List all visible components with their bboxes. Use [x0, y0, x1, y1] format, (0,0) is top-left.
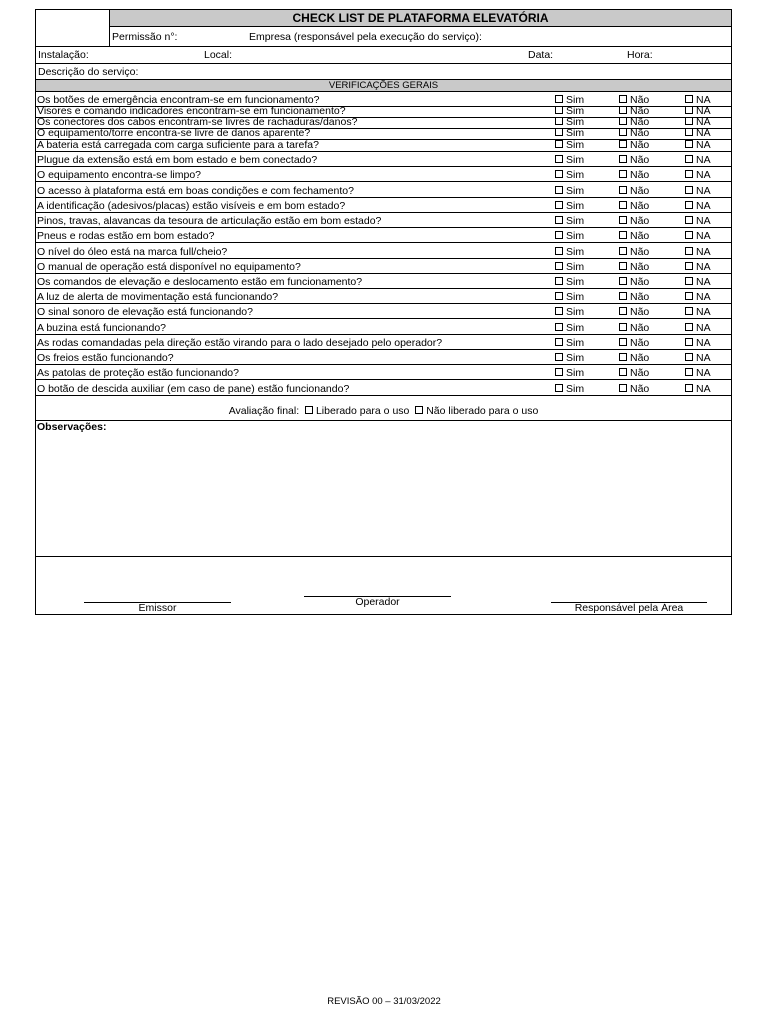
question-row	[36, 365, 731, 380]
checkbox[interactable]	[619, 323, 627, 331]
checkbox[interactable]	[619, 262, 627, 270]
option-na[interactable]	[685, 170, 711, 181]
question-row	[36, 213, 731, 228]
option-label: Não	[630, 215, 650, 227]
question-text: Pneus e rodas estão em bom estado?	[37, 230, 215, 242]
checkbox[interactable]	[685, 201, 693, 209]
descricao-label: Descrição do serviço:	[38, 66, 139, 78]
option-label: Não	[630, 139, 650, 151]
option-nao[interactable]	[619, 292, 649, 303]
option-na[interactable]	[685, 140, 711, 151]
option-nao[interactable]	[619, 262, 649, 273]
checkbox[interactable]	[619, 353, 627, 361]
option-sim[interactable]	[555, 170, 584, 181]
option-label: NA	[696, 246, 711, 258]
option-label: NA	[696, 230, 711, 242]
local-label: Local:	[204, 49, 233, 61]
checkbox[interactable]	[555, 117, 563, 125]
divider	[36, 420, 731, 421]
option-na[interactable]	[685, 277, 711, 288]
question-row	[36, 152, 731, 167]
option-label: Não	[630, 154, 650, 166]
checkbox[interactable]	[685, 117, 693, 125]
checkbox[interactable]	[555, 186, 563, 194]
checkbox[interactable]	[555, 106, 563, 114]
option-label: Sim	[566, 276, 585, 288]
option-sim[interactable]	[555, 231, 584, 242]
option-label: Não	[630, 200, 650, 212]
option-sim[interactable]	[555, 140, 584, 151]
option-label: NA	[696, 215, 711, 227]
question-row	[36, 140, 731, 152]
option-label: NA	[696, 139, 711, 151]
permissao-label: Permissão n°:	[112, 31, 178, 43]
question-text: As patolas de proteção estão funcionando?	[37, 367, 239, 379]
checkbox[interactable]	[555, 140, 563, 148]
option-label: NA	[696, 306, 711, 318]
divider	[36, 63, 731, 64]
question-text: O equipamento/torre encontra-se livre de danos aparente?	[37, 127, 311, 139]
question-row	[36, 335, 731, 350]
option-na[interactable]	[685, 247, 711, 258]
question-row	[36, 167, 731, 182]
option-na[interactable]	[685, 368, 711, 379]
checkbox[interactable]	[555, 323, 563, 331]
question-text: A luz de alerta de movimentação está funcionando?	[37, 291, 279, 303]
option-na[interactable]	[685, 186, 711, 197]
option-label: Sim	[566, 139, 585, 151]
option-label: NA	[696, 185, 711, 197]
checkbox[interactable]	[619, 155, 627, 163]
question-text: Visores e comando indicadores encontram-se em funcionamento?	[37, 105, 346, 117]
checkbox[interactable]	[685, 384, 693, 392]
option-label: Sim	[566, 230, 585, 242]
responsavel-label: Responsável pela Área	[574, 602, 684, 614]
option-label: Não	[630, 116, 650, 128]
option-label: Sim	[566, 306, 585, 318]
option-label: NA	[696, 352, 711, 364]
question-text: Os botões de emergência encontram-se em funcionamento?	[37, 94, 320, 106]
checkbox[interactable]	[619, 277, 627, 285]
question-text: Os comandos de elevação e deslocamento estão em funcionamento?	[37, 276, 363, 288]
divider	[36, 556, 731, 557]
option-label: NA	[696, 291, 711, 303]
checkbox[interactable]	[619, 216, 627, 224]
option-sim[interactable]	[555, 247, 584, 258]
evaluation-label: Avaliação final:	[228, 405, 300, 417]
checkbox[interactable]	[685, 247, 693, 255]
option-nao[interactable]	[619, 155, 649, 166]
checkbox[interactable]	[619, 140, 627, 148]
question-row	[36, 304, 731, 319]
question-row	[36, 319, 731, 335]
checkbox[interactable]	[685, 140, 693, 148]
option-sim[interactable]	[555, 353, 584, 364]
question-text: O manual de operação está disponível no equipamento?	[37, 261, 301, 273]
option-label: Não	[630, 246, 650, 258]
option-label: Não	[630, 337, 650, 349]
hora-label: Hora:	[627, 49, 653, 61]
checkbox[interactable]	[555, 216, 563, 224]
question-text: O botão de descida auxiliar (em caso de pane) estão funcionando?	[37, 383, 350, 395]
option-na[interactable]	[685, 323, 711, 334]
checkbox[interactable]	[685, 323, 693, 331]
option-label: Sim	[566, 352, 585, 364]
question-row	[36, 274, 731, 289]
option-nao[interactable]	[619, 307, 649, 318]
option-label: Não	[630, 276, 650, 288]
checkbox[interactable]	[619, 368, 627, 376]
checkbox[interactable]	[555, 368, 563, 376]
checkbox[interactable]	[685, 186, 693, 194]
question-text: O equipamento encontra-se limpo?	[37, 169, 202, 181]
option-label: Sim	[566, 116, 585, 128]
option-na[interactable]	[685, 307, 711, 318]
question-row	[36, 243, 731, 259]
evaluation-row	[36, 405, 731, 417]
option-nao[interactable]	[619, 323, 649, 334]
checkbox[interactable]	[555, 231, 563, 239]
option-label: Não	[630, 383, 650, 395]
checkbox[interactable]	[619, 95, 627, 103]
option-label: Não	[630, 306, 650, 318]
option-label: Sim	[566, 367, 585, 379]
question-row	[36, 289, 731, 304]
option-nao[interactable]	[619, 353, 649, 364]
option-label: Não	[630, 367, 650, 379]
option-label: Não	[630, 291, 650, 303]
checkbox[interactable]	[619, 231, 627, 239]
checkbox[interactable]	[619, 128, 627, 136]
checkbox[interactable]	[685, 95, 693, 103]
option-nao[interactable]	[619, 338, 649, 349]
option-nao[interactable]	[619, 216, 649, 227]
question-row	[36, 380, 731, 396]
empresa-label: Empresa (responsável pela execução do serviço):	[249, 31, 482, 43]
option-label: Sim	[566, 105, 585, 117]
option-na[interactable]	[685, 216, 711, 227]
checkbox[interactable]	[685, 368, 693, 376]
question-text: A identificação (adesivos/placas) estão visíveis e em bom estado?	[37, 200, 346, 212]
option-na[interactable]	[685, 384, 711, 395]
checkbox[interactable]	[685, 262, 693, 270]
option-label: NA	[696, 261, 711, 273]
option-sim[interactable]	[555, 262, 584, 273]
checkbox[interactable]	[685, 338, 693, 346]
checklist-form	[35, 9, 732, 615]
question-text: Plugue da extensão está em bom estado e bem conectado?	[37, 154, 318, 166]
option-label: Sim	[566, 94, 585, 106]
question-row	[36, 350, 731, 365]
option-sim[interactable]	[555, 368, 584, 379]
question-row	[36, 182, 731, 198]
form-title: CHECK LIST DE PLATAFORMA ELEVATÓRIA	[109, 10, 731, 27]
option-na[interactable]	[685, 262, 711, 273]
option-label: NA	[696, 322, 711, 334]
observacoes-label: Observações:	[37, 421, 107, 433]
option-nao[interactable]	[619, 186, 649, 197]
option-label: Não	[630, 261, 650, 273]
option-label: NA	[696, 337, 711, 349]
question-text: A buzina está funcionando?	[37, 322, 167, 334]
checkbox[interactable]	[555, 277, 563, 285]
checkbox[interactable]	[555, 384, 563, 392]
option-nao[interactable]	[619, 201, 649, 212]
option-label: Sim	[566, 291, 585, 303]
checkbox[interactable]	[685, 170, 693, 178]
option-label: NA	[696, 383, 711, 395]
option-nao[interactable]	[619, 140, 649, 151]
checkbox[interactable]	[685, 216, 693, 224]
question-row	[36, 198, 731, 213]
checkbox[interactable]	[619, 384, 627, 392]
option-label: Sim	[566, 322, 585, 334]
option-sim[interactable]	[555, 128, 584, 139]
option-label: Sim	[566, 169, 585, 181]
option-nao[interactable]	[619, 368, 649, 379]
checkbox[interactable]	[555, 201, 563, 209]
option-na[interactable]	[685, 128, 711, 139]
logo-area	[36, 10, 109, 46]
option-nao[interactable]	[619, 247, 649, 258]
checkbox[interactable]	[685, 128, 693, 136]
option-nao[interactable]	[619, 231, 649, 242]
option-label: Não	[630, 230, 650, 242]
revision-footer: REVISÃO 00 – 31/03/2022	[327, 996, 441, 1007]
checkbox[interactable]	[619, 292, 627, 300]
section-title: VERIFICAÇÕES GERAIS	[36, 79, 731, 92]
option-label: NA	[696, 116, 711, 128]
option-sim[interactable]	[555, 277, 584, 288]
logo-divider	[109, 27, 110, 46]
checkbox[interactable]	[619, 307, 627, 315]
option-sim[interactable]	[555, 338, 584, 349]
question-text: Os freios estão funcionando?	[37, 352, 174, 364]
option-label: Não	[630, 105, 650, 117]
option-sim[interactable]	[555, 307, 584, 318]
option-nao[interactable]	[619, 128, 649, 139]
checkbox[interactable]	[685, 155, 693, 163]
emissor-label: Emissor	[138, 602, 177, 614]
option-label: Sim	[566, 127, 585, 139]
option-nao[interactable]	[619, 170, 649, 181]
divider	[36, 46, 731, 47]
option-label: Sim	[566, 200, 585, 212]
checkbox[interactable]	[619, 170, 627, 178]
operador-label: Operador	[355, 596, 400, 608]
option-label: NA	[696, 276, 711, 288]
question-text: Pinos, travas, alavancas da tesoura de articulação estão em bom estado?	[37, 215, 382, 227]
option-label: Não	[630, 127, 650, 139]
option-na[interactable]	[685, 231, 711, 242]
option-na[interactable]	[685, 338, 711, 349]
data-label: Data:	[528, 49, 554, 61]
question-row	[36, 228, 731, 243]
option-nao[interactable]	[619, 384, 649, 395]
liberado-label: Liberado para o uso	[315, 405, 410, 417]
option-na[interactable]	[685, 201, 711, 212]
checkbox[interactable]	[555, 247, 563, 255]
checkbox[interactable]	[619, 106, 627, 114]
option-na[interactable]	[685, 155, 711, 166]
question-text: As rodas comandadas pela direção estão virando para o lado desejado pelo operador?	[37, 337, 443, 349]
option-label: Não	[630, 322, 650, 334]
option-label: Sim	[566, 383, 585, 395]
checkbox[interactable]	[619, 201, 627, 209]
option-na[interactable]	[685, 292, 711, 303]
checkbox[interactable]	[555, 95, 563, 103]
checkbox[interactable]	[555, 338, 563, 346]
option-label: Sim	[566, 337, 585, 349]
option-label: Não	[630, 94, 650, 106]
question-text: A bateria está carregada com carga suficiente para a tarefa?	[37, 139, 319, 151]
question-text: O sinal sonoro de elevação está funcionando?	[37, 306, 253, 318]
checkbox[interactable]	[685, 307, 693, 315]
checkbox[interactable]	[555, 128, 563, 136]
option-label: NA	[696, 94, 711, 106]
checkbox[interactable]	[685, 231, 693, 239]
checkbox[interactable]	[555, 170, 563, 178]
checkbox[interactable]	[555, 292, 563, 300]
option-label: NA	[696, 127, 711, 139]
option-label: Não	[630, 169, 650, 181]
option-label: Sim	[566, 215, 585, 227]
checkbox[interactable]	[555, 262, 563, 270]
checkbox[interactable]	[555, 155, 563, 163]
question-text: O nível do óleo está na marca full/cheio?	[37, 246, 228, 258]
checkbox[interactable]	[685, 106, 693, 114]
option-sim[interactable]	[555, 186, 584, 197]
question-row	[36, 259, 731, 274]
option-sim[interactable]	[555, 292, 584, 303]
question-text: O acesso à plataforma está em boas condições e com fechamento?	[37, 185, 354, 197]
option-na[interactable]	[685, 353, 711, 364]
checkbox[interactable]	[619, 117, 627, 125]
checkbox[interactable]	[555, 307, 563, 315]
option-label: Não	[630, 185, 650, 197]
option-label: NA	[696, 367, 711, 379]
option-label: Sim	[566, 185, 585, 197]
question-text: Os conectores dos cabos encontram-se livres de rachaduras/danos?	[37, 116, 358, 128]
checkbox[interactable]	[555, 353, 563, 361]
checkbox[interactable]	[685, 353, 693, 361]
option-label: Sim	[566, 261, 585, 273]
option-label: NA	[696, 169, 711, 181]
option-sim[interactable]	[555, 201, 584, 212]
option-label: NA	[696, 200, 711, 212]
checkbox[interactable]	[619, 338, 627, 346]
option-label: NA	[696, 154, 711, 166]
nao-liberado-label: Não liberado para o uso	[426, 405, 539, 417]
option-sim[interactable]	[555, 384, 584, 395]
option-label: Sim	[566, 154, 585, 166]
instalacao-label: Instalação:	[38, 49, 89, 61]
option-label: NA	[696, 105, 711, 117]
checkbox[interactable]	[619, 247, 627, 255]
nao-liberado-checkbox[interactable]	[415, 406, 423, 414]
checkbox[interactable]	[619, 186, 627, 194]
option-sim[interactable]	[555, 323, 584, 334]
option-nao[interactable]	[619, 277, 649, 288]
option-label: Sim	[566, 246, 585, 258]
checkbox[interactable]	[685, 292, 693, 300]
liberado-checkbox[interactable]	[305, 406, 313, 414]
option-sim[interactable]	[555, 216, 584, 227]
option-label: Não	[630, 352, 650, 364]
checkbox[interactable]	[685, 277, 693, 285]
option-sim[interactable]	[555, 155, 584, 166]
